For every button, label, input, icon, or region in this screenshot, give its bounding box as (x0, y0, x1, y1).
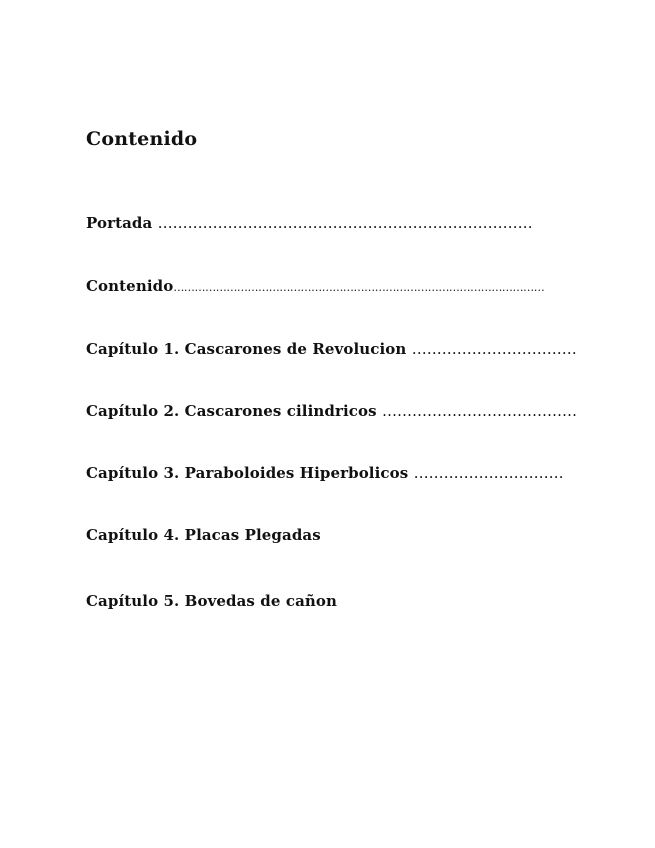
toc-entry-leader: …………………………………………………………………………………………… (173, 281, 545, 294)
toc-entry-capitulo-2 (86, 402, 577, 420)
toc-entry-label: Capítulo 2. Cascarones cilindricos (86, 402, 382, 420)
toc-entry-leader: ………………………………………………………………… (157, 214, 533, 232)
toc-title: Contenido (86, 128, 198, 150)
toc-entry-label: Capítulo 5. Bovedas de cañon (86, 592, 338, 610)
toc-entry-label: Portada (86, 214, 158, 232)
toc-entry-label: Contenido (86, 277, 174, 295)
toc-entry-label: Capítulo 1. Cascarones de Revolucion (86, 340, 412, 358)
toc-entry-capitulo-1 (86, 340, 577, 358)
toc-entry-capitulo-4 (86, 526, 321, 544)
toc-entry-capitulo-5 (86, 592, 337, 610)
toc-entry-leader: ………………………… (413, 464, 564, 482)
toc-entry-leader: ………………………………… (382, 402, 577, 420)
toc-entry-label: Capítulo 3. Paraboloides Hiperbolicos (86, 464, 414, 482)
toc-entry-capitulo-3 (86, 464, 564, 482)
toc-entry-label: Capítulo 4. Placas Plegadas (86, 526, 321, 544)
toc-entry-portada (86, 214, 533, 232)
toc-entry-contenido (86, 277, 544, 295)
toc-entry-leader: …………………………… (411, 340, 577, 358)
